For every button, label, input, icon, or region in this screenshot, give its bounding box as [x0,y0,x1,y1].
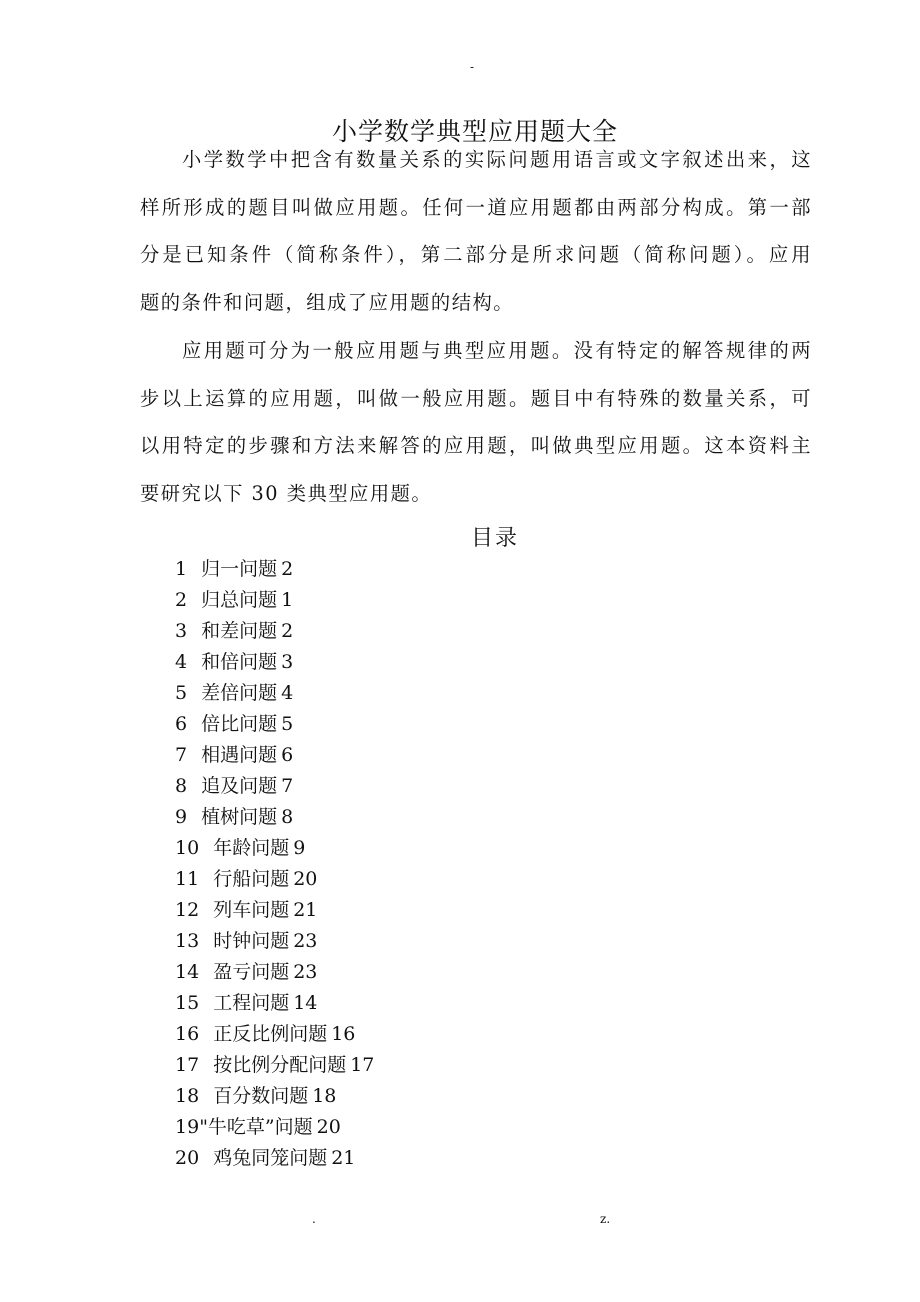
toc-item-number: 5 [175,682,188,704]
toc-item[interactable] [175,957,374,988]
toc-heading: 目录 [470,526,519,551]
toc-item[interactable] [175,833,374,864]
toc-item-title: 列车问题 [213,899,290,921]
toc-item-number: 12 [175,899,200,921]
toc-item-title: 时钟问题 [213,930,290,952]
toc-item-page: 8 [281,806,294,828]
toc-item-number: 19 [175,1116,200,1138]
toc-item-page: 16 [331,1023,356,1045]
toc-item[interactable] [175,647,374,678]
toc-item-title: 行船问题 [213,868,290,890]
toc-item-title: 归一问题 [201,558,278,580]
toc-item-page: 5 [281,713,294,735]
toc-item-page: 9 [293,837,306,859]
toc-item-number: 9 [175,806,188,828]
toc-item-title: 正反比例问题 [213,1023,328,1045]
toc-item[interactable] [175,895,374,926]
toc-item-title: 追及问题 [201,775,278,797]
toc-item-number: 6 [175,713,188,735]
paragraph-line: 应用题可分为一般应用题与典型应用题。没有特定的解答规律的两 [182,339,812,362]
toc-item-number: 8 [175,775,188,797]
toc-item-page: 6 [281,744,294,766]
paragraph-line: 以用特定的步骤和方法来解答的应用题，叫做典型应用题。这本资料主 [140,434,812,457]
toc-item-page: 2 [281,620,294,642]
classification-paragraph [140,327,812,517]
toc-item[interactable] [175,1081,374,1112]
toc-item-page: 20 [316,1116,341,1138]
toc-item-title: 百分数问题 [213,1085,309,1107]
toc-item-number: 13 [175,930,200,952]
toc-item-number: 18 [175,1085,200,1107]
paragraph-line: 题的条件和问题，组成了应用题的结构。 [140,290,515,314]
toc-item-number: 10 [175,837,200,859]
toc-item-title: 按比例分配问题 [213,1054,347,1076]
toc-item-number: 11 [175,868,200,890]
toc-item-title: 植树问题 [201,806,278,828]
toc-item-title: 倍比问题 [201,713,278,735]
table-of-contents [175,554,374,1174]
paragraph-line: 小学数学中把含有数量关系的实际问题用语言或文字叙述出来，这 [182,148,812,171]
toc-item[interactable] [175,740,374,771]
toc-item-page: 3 [281,651,294,673]
footer-right-mark: z. [600,1212,611,1226]
footer-left-mark: . [312,1212,316,1226]
toc-item[interactable] [175,1019,374,1050]
toc-item[interactable] [175,1143,374,1174]
toc-item-title: 相遇问题 [201,744,278,766]
toc-item-number: 2 [175,589,188,611]
toc-item[interactable] [175,616,374,647]
toc-item[interactable] [175,1050,374,1081]
toc-item-page: 1 [281,589,294,611]
toc-item-number: 1 [175,558,188,580]
toc-item-page: 14 [293,992,318,1014]
toc-item-page: 18 [312,1085,337,1107]
toc-item-title: 差倍问题 [201,682,278,704]
toc-item-page: 4 [281,682,294,704]
paragraph-line: 样所形成的题目叫做应用题。任何一道应用题都由两部分构成。第一部 [140,195,812,219]
paragraph-line: 步以上运算的应用题，叫做一般应用题。题目中有特殊的数量关系，可 [140,386,812,410]
toc-item-number: 3 [175,620,188,642]
toc-item[interactable] [175,771,374,802]
toc-item-page: 2 [281,558,294,580]
intro-paragraph [140,136,812,326]
toc-item-number: 17 [175,1054,200,1076]
toc-item[interactable] [175,585,374,616]
toc-item[interactable] [175,926,374,957]
toc-item-number: 14 [175,961,200,983]
header-mark: - [470,60,475,74]
toc-item-title: 归总问题 [201,589,278,611]
toc-item-number: 16 [175,1023,200,1045]
toc-item-title: 鸡兔同笼问题 [213,1147,328,1169]
toc-item-number: 7 [175,744,188,766]
toc-item-title: 和差问题 [201,620,278,642]
toc-item[interactable] [175,1112,374,1143]
document-title: 小学数学典型应用题大全 [331,117,618,146]
toc-item-title: 和倍问题 [201,651,278,673]
toc-item-page: 23 [293,930,318,952]
toc-item[interactable] [175,802,374,833]
toc-item[interactable] [175,988,374,1019]
toc-item[interactable] [175,864,374,895]
toc-item-page: 21 [331,1147,356,1169]
toc-item[interactable] [175,554,374,585]
toc-item-number: 15 [175,992,200,1014]
toc-item-title: 盈亏问题 [213,961,290,983]
paragraph-line: 要研究以下 30 类典型应用题。 [140,481,433,505]
toc-item-page: 20 [293,868,318,890]
toc-item-page: 23 [293,961,318,983]
toc-item-number: 20 [175,1147,200,1169]
paragraph-line: 分是已知条件（简称条件），第二部分是所求问题（简称问题）。应用 [140,243,812,266]
toc-item-title: 年龄问题 [213,837,290,859]
toc-item-title: "牛吃草”问题 [199,1116,313,1138]
toc-item-page: 7 [281,775,294,797]
toc-item-title: 工程问题 [213,992,290,1014]
toc-item[interactable] [175,678,374,709]
toc-item-page: 21 [293,899,318,921]
toc-item-number: 4 [175,651,188,673]
toc-item[interactable] [175,709,374,740]
toc-item-page: 17 [350,1054,375,1076]
